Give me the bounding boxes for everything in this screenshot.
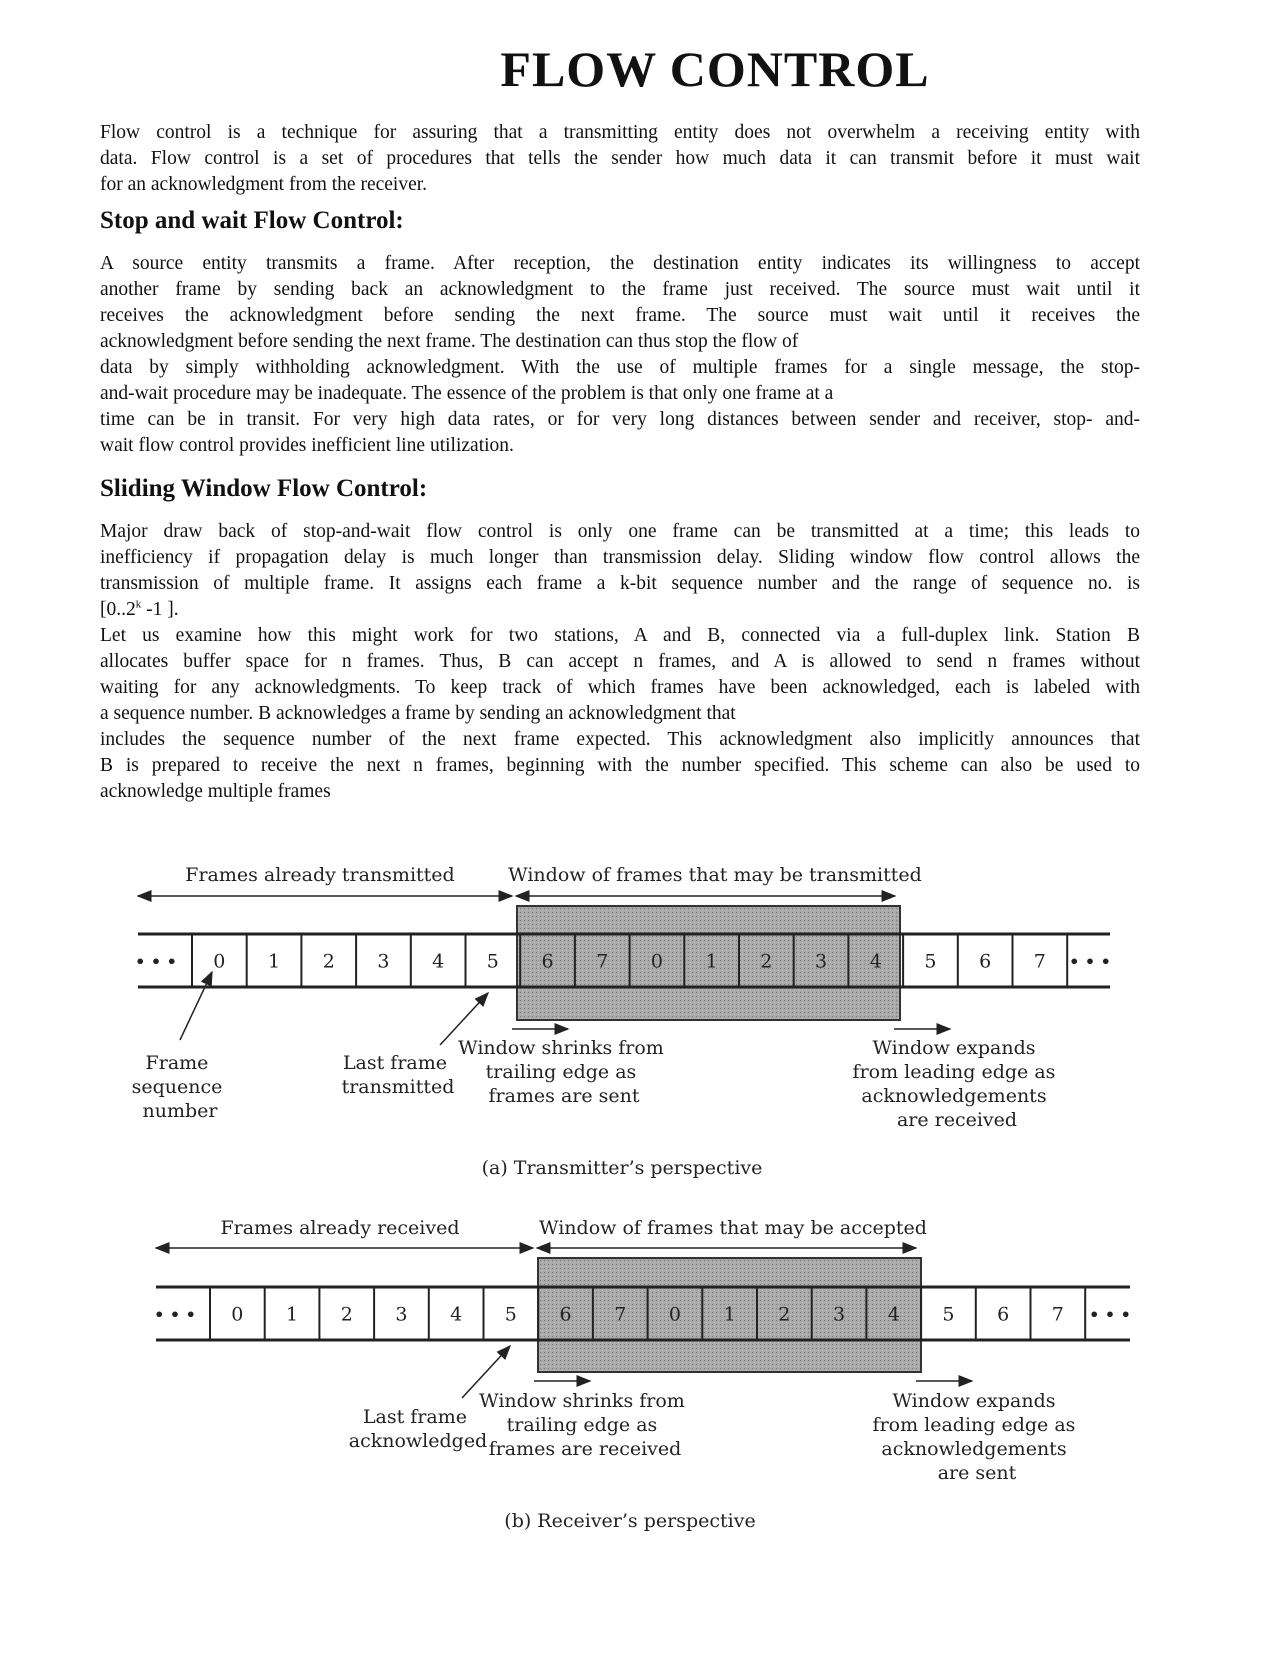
receiver-frame-cells — [210, 1287, 1085, 1340]
frame-number: 0 — [213, 950, 226, 973]
frame-number: 1 — [268, 950, 281, 973]
frame-number: 3 — [815, 950, 828, 973]
text-line: allocates buffer space for n frames. Thus, B can accept n frames, and A is allowed to send n frames without — [100, 651, 1140, 672]
frame-number: 3 — [377, 950, 390, 973]
text-line: another frame by sending back an acknowledgment to the frame just received. The source must wait until it — [100, 279, 1140, 300]
text-line: Major draw back of stop-and-wait flow control is only one frame can be transmitted at a time; this leads to — [100, 521, 1140, 542]
window-expands-label: Window expands from leading edge as acknowledgements are received — [852, 1037, 1056, 1131]
page-title: FLOW CONTROL — [500, 41, 930, 97]
text-line: A source entity transmits a frame. After reception, the destination entity indicates its willingness to accept — [100, 253, 1140, 274]
transmitter-frame-cells — [192, 934, 1067, 987]
text-line: Flow control is a technique for assuring that a transmitting entity does not overwhelm a receiving entity with — [100, 122, 1140, 143]
frame-number: 7 — [614, 1303, 627, 1326]
frame-number: 2 — [778, 1303, 791, 1326]
accept-window-label: Window of frames that may be accepted — [539, 1217, 927, 1239]
text-line: B is prepared to receive the next n frames, beginning with the number specified. This scheme can also be used to — [100, 755, 1140, 776]
frame-number: 0 — [650, 950, 663, 973]
range-exponent: k — [135, 598, 142, 611]
frame-number: 6 — [541, 950, 554, 973]
text-line: data. Flow control is a set of procedures that tells the sender how much data it can transmit before it must wait — [100, 148, 1140, 169]
frame-seq-pointer — [180, 972, 212, 1040]
frame-number: 4 — [869, 950, 882, 973]
frame-number: 3 — [395, 1303, 408, 1326]
receiver-caption: (b) Receiver’s perspective — [504, 1510, 756, 1532]
frame-number: 2 — [760, 950, 773, 973]
text-line: wait flow control provides inefficient line utilization. — [100, 435, 514, 456]
text-line: and-wait procedure may be inadequate. The essence of the problem is that only one frame at a — [100, 383, 834, 404]
text-line: transmission of multiple frame. It assigns each frame a k-bit sequence number and the range of sequence no. is — [100, 573, 1140, 594]
text-line: acknowledgment before sending the next frame. The destination can thus stop the flow of — [100, 331, 799, 352]
frame-number: 4 — [450, 1303, 463, 1326]
frame-number: 7 — [1033, 950, 1046, 973]
frame-number: 5 — [942, 1303, 955, 1326]
frame-number: 5 — [504, 1303, 517, 1326]
frame-number: 7 — [1051, 1303, 1064, 1326]
transmit-window-label: Window of frames that may be transmitted — [508, 864, 922, 886]
last-transmitted-label: Last frame transmitted — [341, 1052, 455, 1098]
frames-received-label: Frames already received — [220, 1217, 460, 1239]
frame-number: 5 — [924, 950, 937, 973]
receiver-figure — [154, 1217, 1131, 1532]
frames-transmitted-label: Frames already transmitted — [185, 864, 455, 886]
sliding-window-heading: Sliding Window Flow Control: — [100, 475, 428, 502]
text-line: time can be in transit. For very high data rates, or for very long distances between sender and receiver, stop- and- — [100, 409, 1140, 430]
ellipsis-right: • • • — [1069, 952, 1111, 971]
text-line: inefficiency if propagation delay is much longer than transmission delay. Sliding window flow control allows the — [100, 547, 1140, 568]
stop-wait-heading: Stop and wait Flow Control: — [100, 207, 404, 234]
text-line: a sequence number. B acknowledges a frame by sending an acknowledgment that — [100, 703, 736, 724]
ellipsis-left: • • • — [135, 952, 177, 971]
frame-number: 7 — [596, 950, 609, 973]
frame-number: 1 — [705, 950, 718, 973]
text-line: waiting for any acknowledgments. To keep track of which frames have been acknowledged, each is labeled with — [100, 677, 1140, 698]
text-line: Let us examine how this might work for two stations, A and B, connected via a full-duplex link. Station B — [100, 625, 1140, 646]
frame-number: 3 — [833, 1303, 846, 1326]
frame-number: 0 — [668, 1303, 681, 1326]
frame-number: 2 — [322, 950, 335, 973]
text-line: for an acknowledgment from the receiver. — [100, 174, 428, 195]
last-acknowledged-label: Last frame acknowledged — [348, 1406, 488, 1452]
text-line: receives the acknowledgment before sending the next frame. The source must wait until it receives the — [100, 305, 1140, 326]
text-line: includes the sequence number of the next frame expected. This acknowledgment also implicitly announces that — [100, 729, 1140, 750]
window-shrinks-label: Window shrinks from trailing edge as frames are received — [479, 1390, 685, 1460]
window-shrinks-label: Window shrinks from trailing edge as frames are sent — [458, 1037, 664, 1107]
frame-number: 0 — [231, 1303, 244, 1326]
frame-number: 6 — [979, 950, 992, 973]
frame-number: 1 — [723, 1303, 736, 1326]
transmitter-caption: (a) Transmitter’s perspective — [481, 1157, 763, 1179]
frame-number: 6 — [559, 1303, 572, 1326]
frame-number: 2 — [340, 1303, 353, 1326]
ellipsis-right: • • • — [1089, 1305, 1131, 1324]
frame-seq-label: Frame sequence number — [131, 1052, 223, 1122]
range-prefix: [0..2 — [100, 599, 136, 620]
transmitter-figure — [132, 864, 1111, 1179]
frame-number: 5 — [486, 950, 499, 973]
range-suffix: -1 ]. — [141, 599, 179, 620]
text-line: data by simply withholding acknowledgment. With the use of multiple frames for a single message, the stop- — [100, 357, 1140, 378]
frame-number: 6 — [997, 1303, 1010, 1326]
window-expands-label: Window expands from leading edge as acknowledgements are sent — [872, 1390, 1076, 1484]
frame-number: 1 — [286, 1303, 299, 1326]
text-line: acknowledge multiple frames — [100, 781, 331, 802]
frame-number: 4 — [887, 1303, 900, 1326]
ellipsis-left: • • • — [154, 1305, 196, 1324]
frame-number: 4 — [432, 950, 445, 973]
